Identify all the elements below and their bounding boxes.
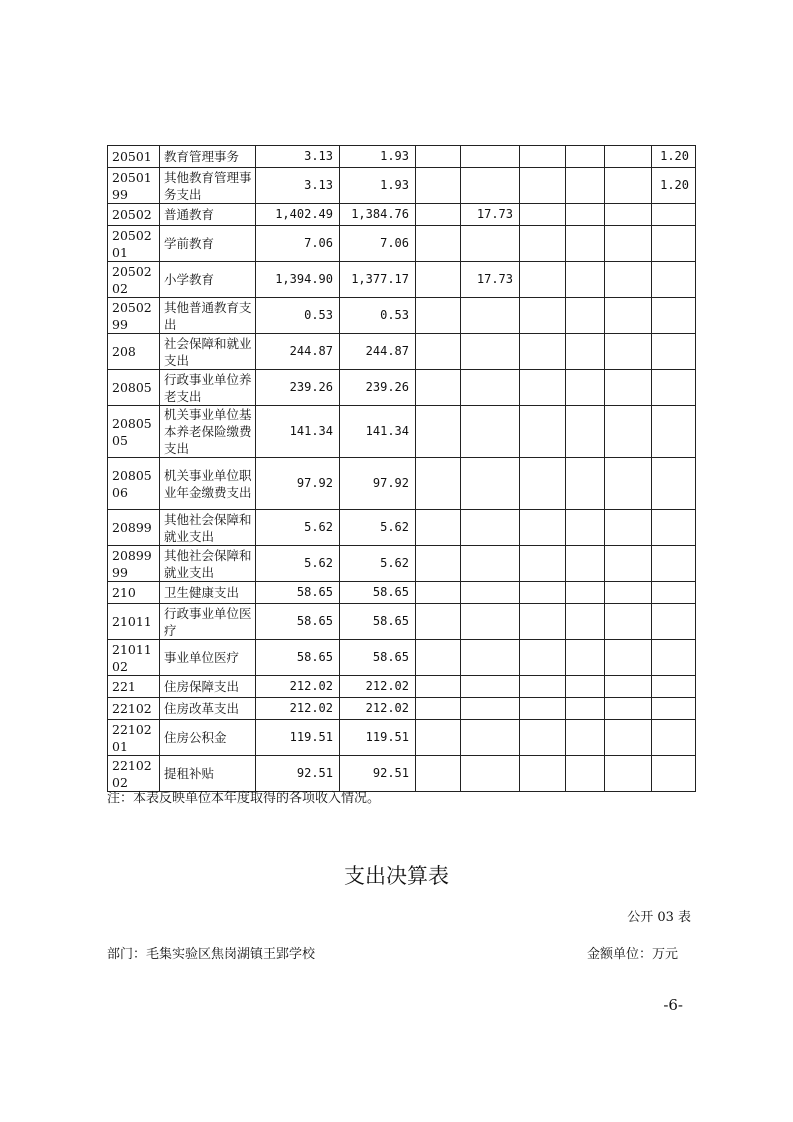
cell-code: 2050199 xyxy=(108,168,160,204)
cell-value xyxy=(461,406,520,458)
table-row xyxy=(108,604,696,640)
form-number: 公开 03 表 xyxy=(627,910,691,925)
cell-value xyxy=(461,298,520,334)
cell-value: 58.65 xyxy=(256,582,340,604)
cell-value xyxy=(461,582,520,604)
cell-value: 212.02 xyxy=(256,676,340,698)
cell-value: 92.51 xyxy=(340,756,416,792)
cell-value xyxy=(461,640,520,676)
cell-value xyxy=(652,676,696,698)
cell-value xyxy=(566,226,605,262)
cell-value xyxy=(605,698,652,720)
cell-code: 2210202 xyxy=(108,756,160,792)
cell-code: 208 xyxy=(108,334,160,370)
table-row xyxy=(108,226,696,262)
cell-value xyxy=(520,406,566,458)
cell-code: 221 xyxy=(108,676,160,698)
cell-code: 22102 xyxy=(108,698,160,720)
cell-value xyxy=(461,510,520,546)
cell-value: 3.13 xyxy=(256,168,340,204)
cell-value xyxy=(520,262,566,298)
cell-value xyxy=(652,458,696,510)
cell-value: 244.87 xyxy=(340,334,416,370)
cell-value xyxy=(416,546,461,582)
cell-value xyxy=(652,370,696,406)
cell-value xyxy=(605,168,652,204)
cell-value xyxy=(605,604,652,640)
cell-name: 其他教育管理事务支出 xyxy=(160,168,256,204)
cell-value xyxy=(416,168,461,204)
cell-value: 7.06 xyxy=(340,226,416,262)
table-row xyxy=(108,546,696,582)
cell-value xyxy=(605,756,652,792)
cell-value xyxy=(605,676,652,698)
cell-value xyxy=(416,334,461,370)
table-row xyxy=(108,370,696,406)
table-row xyxy=(108,582,696,604)
cell-name: 住房改革支出 xyxy=(160,698,256,720)
cell-value: 0.53 xyxy=(256,298,340,334)
cell-value: 119.51 xyxy=(256,720,340,756)
cell-value xyxy=(566,510,605,546)
cell-value xyxy=(461,226,520,262)
cell-code: 2050201 xyxy=(108,226,160,262)
cell-value: 7.06 xyxy=(256,226,340,262)
cell-name: 学前教育 xyxy=(160,226,256,262)
cell-value: 97.92 xyxy=(340,458,416,510)
cell-code: 2080506 xyxy=(108,458,160,510)
table-row xyxy=(108,698,696,720)
cell-name: 住房公积金 xyxy=(160,720,256,756)
cell-value xyxy=(605,262,652,298)
cell-value xyxy=(566,370,605,406)
table-body xyxy=(108,146,696,792)
cell-value xyxy=(416,698,461,720)
cell-code: 2050299 xyxy=(108,298,160,334)
cell-value xyxy=(605,582,652,604)
cell-name: 社会保障和就业支出 xyxy=(160,334,256,370)
cell-value xyxy=(461,756,520,792)
cell-value xyxy=(416,720,461,756)
cell-value xyxy=(416,146,461,168)
cell-value xyxy=(605,510,652,546)
cell-value xyxy=(520,582,566,604)
cell-value: 1.20 xyxy=(652,146,696,168)
cell-value xyxy=(416,406,461,458)
cell-value xyxy=(461,698,520,720)
cell-name: 事业单位医疗 xyxy=(160,640,256,676)
cell-value: 212.02 xyxy=(340,698,416,720)
cell-value xyxy=(416,204,461,226)
cell-value: 5.62 xyxy=(340,510,416,546)
cell-value xyxy=(652,720,696,756)
cell-value xyxy=(652,226,696,262)
cell-value xyxy=(416,510,461,546)
cell-value xyxy=(605,546,652,582)
cell-value xyxy=(605,298,652,334)
cell-value: 141.34 xyxy=(256,406,340,458)
cell-value: 119.51 xyxy=(340,720,416,756)
cell-value xyxy=(416,756,461,792)
cell-value: 1.93 xyxy=(340,168,416,204)
cell-value: 58.65 xyxy=(256,604,340,640)
table-row xyxy=(108,510,696,546)
cell-name: 普通教育 xyxy=(160,204,256,226)
cell-value xyxy=(416,226,461,262)
table-row xyxy=(108,406,696,458)
cell-value: 1.20 xyxy=(652,168,696,204)
cell-value xyxy=(566,168,605,204)
cell-value xyxy=(566,604,605,640)
cell-name: 机关事业单位基本养老保险缴费支出 xyxy=(160,406,256,458)
cell-value: 58.65 xyxy=(340,604,416,640)
cell-value xyxy=(566,546,605,582)
cell-code: 21011 xyxy=(108,604,160,640)
cell-value: 58.65 xyxy=(256,640,340,676)
cell-value xyxy=(520,370,566,406)
cell-name: 住房保障支出 xyxy=(160,676,256,698)
cell-value xyxy=(652,640,696,676)
cell-value xyxy=(520,510,566,546)
cell-value: 1,402.49 xyxy=(256,204,340,226)
cell-value: 1.93 xyxy=(340,146,416,168)
cell-value: 97.92 xyxy=(256,458,340,510)
cell-name: 小学教育 xyxy=(160,262,256,298)
cell-value xyxy=(416,676,461,698)
cell-value: 1,377.17 xyxy=(340,262,416,298)
cell-value xyxy=(520,756,566,792)
cell-value xyxy=(461,370,520,406)
cell-value xyxy=(605,720,652,756)
cell-value xyxy=(652,546,696,582)
cell-value xyxy=(566,146,605,168)
cell-value: 212.02 xyxy=(256,698,340,720)
cell-value xyxy=(605,370,652,406)
cell-value xyxy=(652,204,696,226)
cell-value: 58.65 xyxy=(340,582,416,604)
table-row xyxy=(108,458,696,510)
cell-value xyxy=(652,510,696,546)
cell-value: 17.73 xyxy=(461,204,520,226)
cell-value xyxy=(652,298,696,334)
cell-value: 17.73 xyxy=(461,262,520,298)
cell-value: 212.02 xyxy=(340,676,416,698)
cell-name: 其他社会保障和就业支出 xyxy=(160,546,256,582)
cell-code: 20899 xyxy=(108,510,160,546)
cell-value xyxy=(416,604,461,640)
cell-value xyxy=(520,146,566,168)
cell-value: 5.62 xyxy=(340,546,416,582)
cell-value xyxy=(652,604,696,640)
cell-value xyxy=(416,458,461,510)
table-row xyxy=(108,262,696,298)
cell-value xyxy=(416,298,461,334)
cell-name: 其他普通教育支出 xyxy=(160,298,256,334)
cell-value xyxy=(652,756,696,792)
cell-value xyxy=(416,582,461,604)
cell-value: 5.62 xyxy=(256,546,340,582)
cell-name: 其他社会保障和就业支出 xyxy=(160,510,256,546)
cell-value xyxy=(461,458,520,510)
cell-value xyxy=(461,676,520,698)
cell-code: 2101102 xyxy=(108,640,160,676)
cell-code: 2210201 xyxy=(108,720,160,756)
cell-value xyxy=(461,604,520,640)
cell-value xyxy=(416,370,461,406)
cell-value xyxy=(605,146,652,168)
cell-value xyxy=(605,640,652,676)
cell-value xyxy=(520,676,566,698)
cell-code: 20501 xyxy=(108,146,160,168)
cell-value xyxy=(566,458,605,510)
cell-value xyxy=(461,146,520,168)
cell-value xyxy=(652,698,696,720)
cell-value xyxy=(566,262,605,298)
cell-value: 244.87 xyxy=(256,334,340,370)
cell-value xyxy=(652,406,696,458)
income-table xyxy=(107,145,696,792)
cell-value xyxy=(605,406,652,458)
cell-name: 行政事业单位养老支出 xyxy=(160,370,256,406)
cell-value: 141.34 xyxy=(340,406,416,458)
cell-value xyxy=(461,546,520,582)
cell-value: 0.53 xyxy=(340,298,416,334)
cell-value xyxy=(520,698,566,720)
cell-value: 1,394.90 xyxy=(256,262,340,298)
cell-code: 2089999 xyxy=(108,546,160,582)
cell-code: 2050202 xyxy=(108,262,160,298)
cell-value xyxy=(461,720,520,756)
table-row xyxy=(108,334,696,370)
table-row xyxy=(108,168,696,204)
cell-value: 1,384.76 xyxy=(340,204,416,226)
cell-name: 卫生健康支出 xyxy=(160,582,256,604)
table-note: 注：本表反映单位本年度取得的各项收入情况。 xyxy=(107,791,381,806)
cell-value xyxy=(520,604,566,640)
cell-value: 239.26 xyxy=(256,370,340,406)
table-row xyxy=(108,146,696,168)
cell-value xyxy=(605,226,652,262)
cell-value xyxy=(605,458,652,510)
section-title: 支出决算表 xyxy=(344,864,449,888)
cell-value xyxy=(605,204,652,226)
cell-value xyxy=(520,168,566,204)
cell-code: 20805 xyxy=(108,370,160,406)
cell-value xyxy=(566,582,605,604)
cell-value xyxy=(652,334,696,370)
table-row xyxy=(108,720,696,756)
cell-value xyxy=(566,298,605,334)
cell-name: 行政事业单位医疗 xyxy=(160,604,256,640)
table-row xyxy=(108,676,696,698)
cell-value: 5.62 xyxy=(256,510,340,546)
cell-name: 提租补贴 xyxy=(160,756,256,792)
cell-value xyxy=(416,640,461,676)
cell-value xyxy=(461,168,520,204)
cell-value xyxy=(566,756,605,792)
cell-value xyxy=(566,720,605,756)
cell-value xyxy=(566,640,605,676)
cell-value xyxy=(520,720,566,756)
cell-value xyxy=(520,226,566,262)
department-label: 部门：毛集实验区焦岗湖镇王郢学校 xyxy=(107,947,316,962)
table-row xyxy=(108,204,696,226)
table-row xyxy=(108,298,696,334)
cell-value xyxy=(520,298,566,334)
cell-code: 20502 xyxy=(108,204,160,226)
cell-value xyxy=(566,406,605,458)
cell-name: 教育管理事务 xyxy=(160,146,256,168)
cell-value xyxy=(520,334,566,370)
cell-value: 239.26 xyxy=(340,370,416,406)
cell-value xyxy=(566,698,605,720)
cell-value xyxy=(461,334,520,370)
table-row xyxy=(108,640,696,676)
page-number: -6- xyxy=(663,996,683,1014)
cell-value xyxy=(520,640,566,676)
cell-value xyxy=(566,334,605,370)
cell-value xyxy=(416,262,461,298)
cell-value: 92.51 xyxy=(256,756,340,792)
cell-code: 210 xyxy=(108,582,160,604)
cell-value: 58.65 xyxy=(340,640,416,676)
cell-value xyxy=(605,334,652,370)
cell-value xyxy=(520,204,566,226)
cell-value: 3.13 xyxy=(256,146,340,168)
cell-value xyxy=(652,262,696,298)
cell-code: 2080505 xyxy=(108,406,160,458)
cell-value xyxy=(566,676,605,698)
cell-value xyxy=(566,204,605,226)
amount-unit-label: 金额单位：万元 xyxy=(587,947,679,962)
cell-value xyxy=(520,546,566,582)
cell-value xyxy=(652,582,696,604)
cell-value xyxy=(520,458,566,510)
cell-name: 机关事业单位职业年金缴费支出 xyxy=(160,458,256,510)
